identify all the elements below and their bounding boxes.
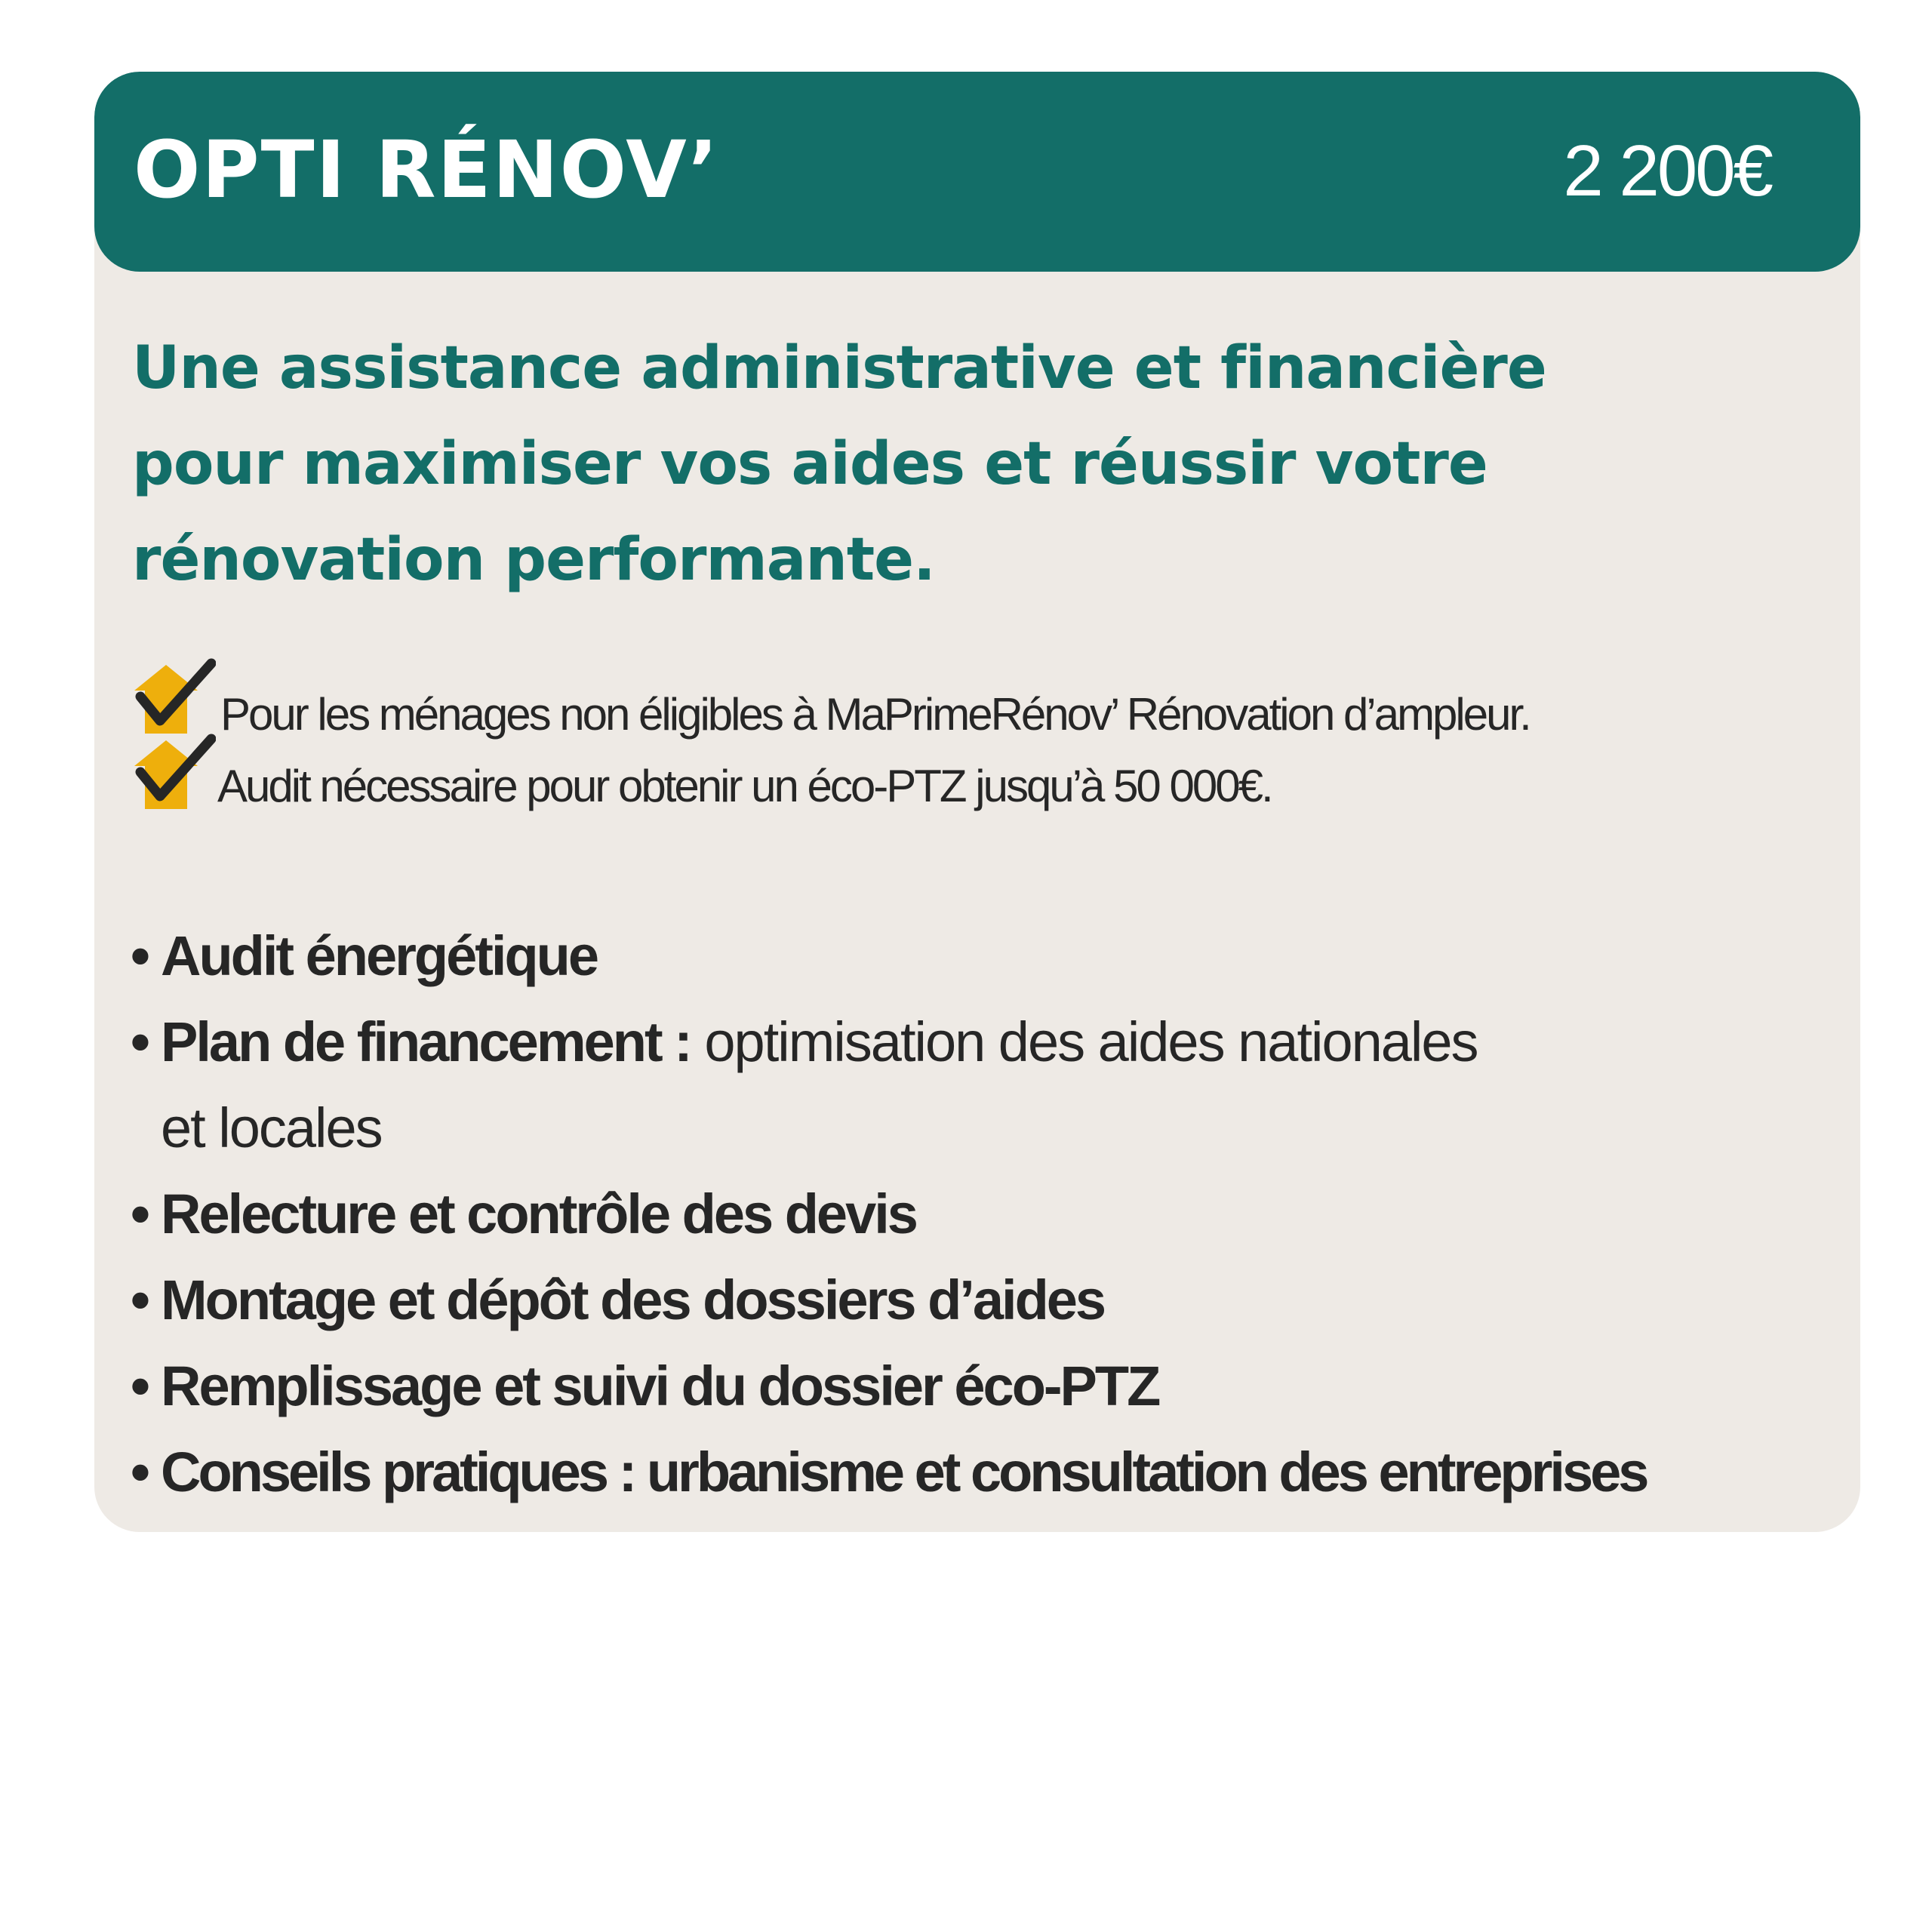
feature-label: Relecture et contrôle des devis [161,1183,916,1245]
house-check-icon [127,730,216,819]
bullet: • [131,1441,149,1503]
eligibility-item [127,654,1787,740]
feature-item [131,999,1836,1171]
offer-subtitle [132,321,1792,608]
feature-label: Plan de financement : [161,1011,691,1073]
bullet: • [131,924,149,987]
eligibility-item [127,730,1787,811]
bullet: • [131,1269,149,1331]
offer-card [94,72,1860,1532]
subtitle-line: pour maximiser vos aides et réussir votre [132,430,1487,498]
feature-label: Montage et dépôt des dossiers d’aides [161,1269,1105,1331]
feature-label: Remplissage et suivi du dossier éco-PTZ [161,1355,1159,1417]
feature-description-continuation: et locales [161,1097,382,1159]
feature-item [131,913,1836,999]
bullet: • [131,1355,149,1417]
feature-label: Audit énergétique [161,924,598,987]
subtitle-line: Une assistance administrative et financière [132,334,1546,402]
feature-item [131,1343,1836,1429]
eligibility-list [127,654,1787,811]
feature-item [131,1257,1836,1343]
offer-price: 2 200€ [1563,131,1771,211]
features-list [131,913,1836,1515]
feature-label: Conseils pratiques : urbanisme et consultation des entreprises [161,1441,1647,1503]
subtitle-line: rénovation performante. [132,526,935,594]
feature-item [131,1429,1836,1515]
offer-title: OPTI RÉNOV’ [134,124,720,216]
bullet: • [131,1183,149,1245]
eligibility-text: Pour les ménages non éligibles à MaPrimeRénov’ Rénovation d’ampleur. [220,689,1530,740]
feature-description: optimisation des aides nationales [704,1011,1478,1073]
card-header [94,72,1860,272]
eligibility-text: Audit nécessaire pour obtenir un éco-PTZ jusqu’à 50 000€. [217,761,1272,811]
feature-item [131,1171,1836,1257]
bullet: • [131,1011,149,1073]
